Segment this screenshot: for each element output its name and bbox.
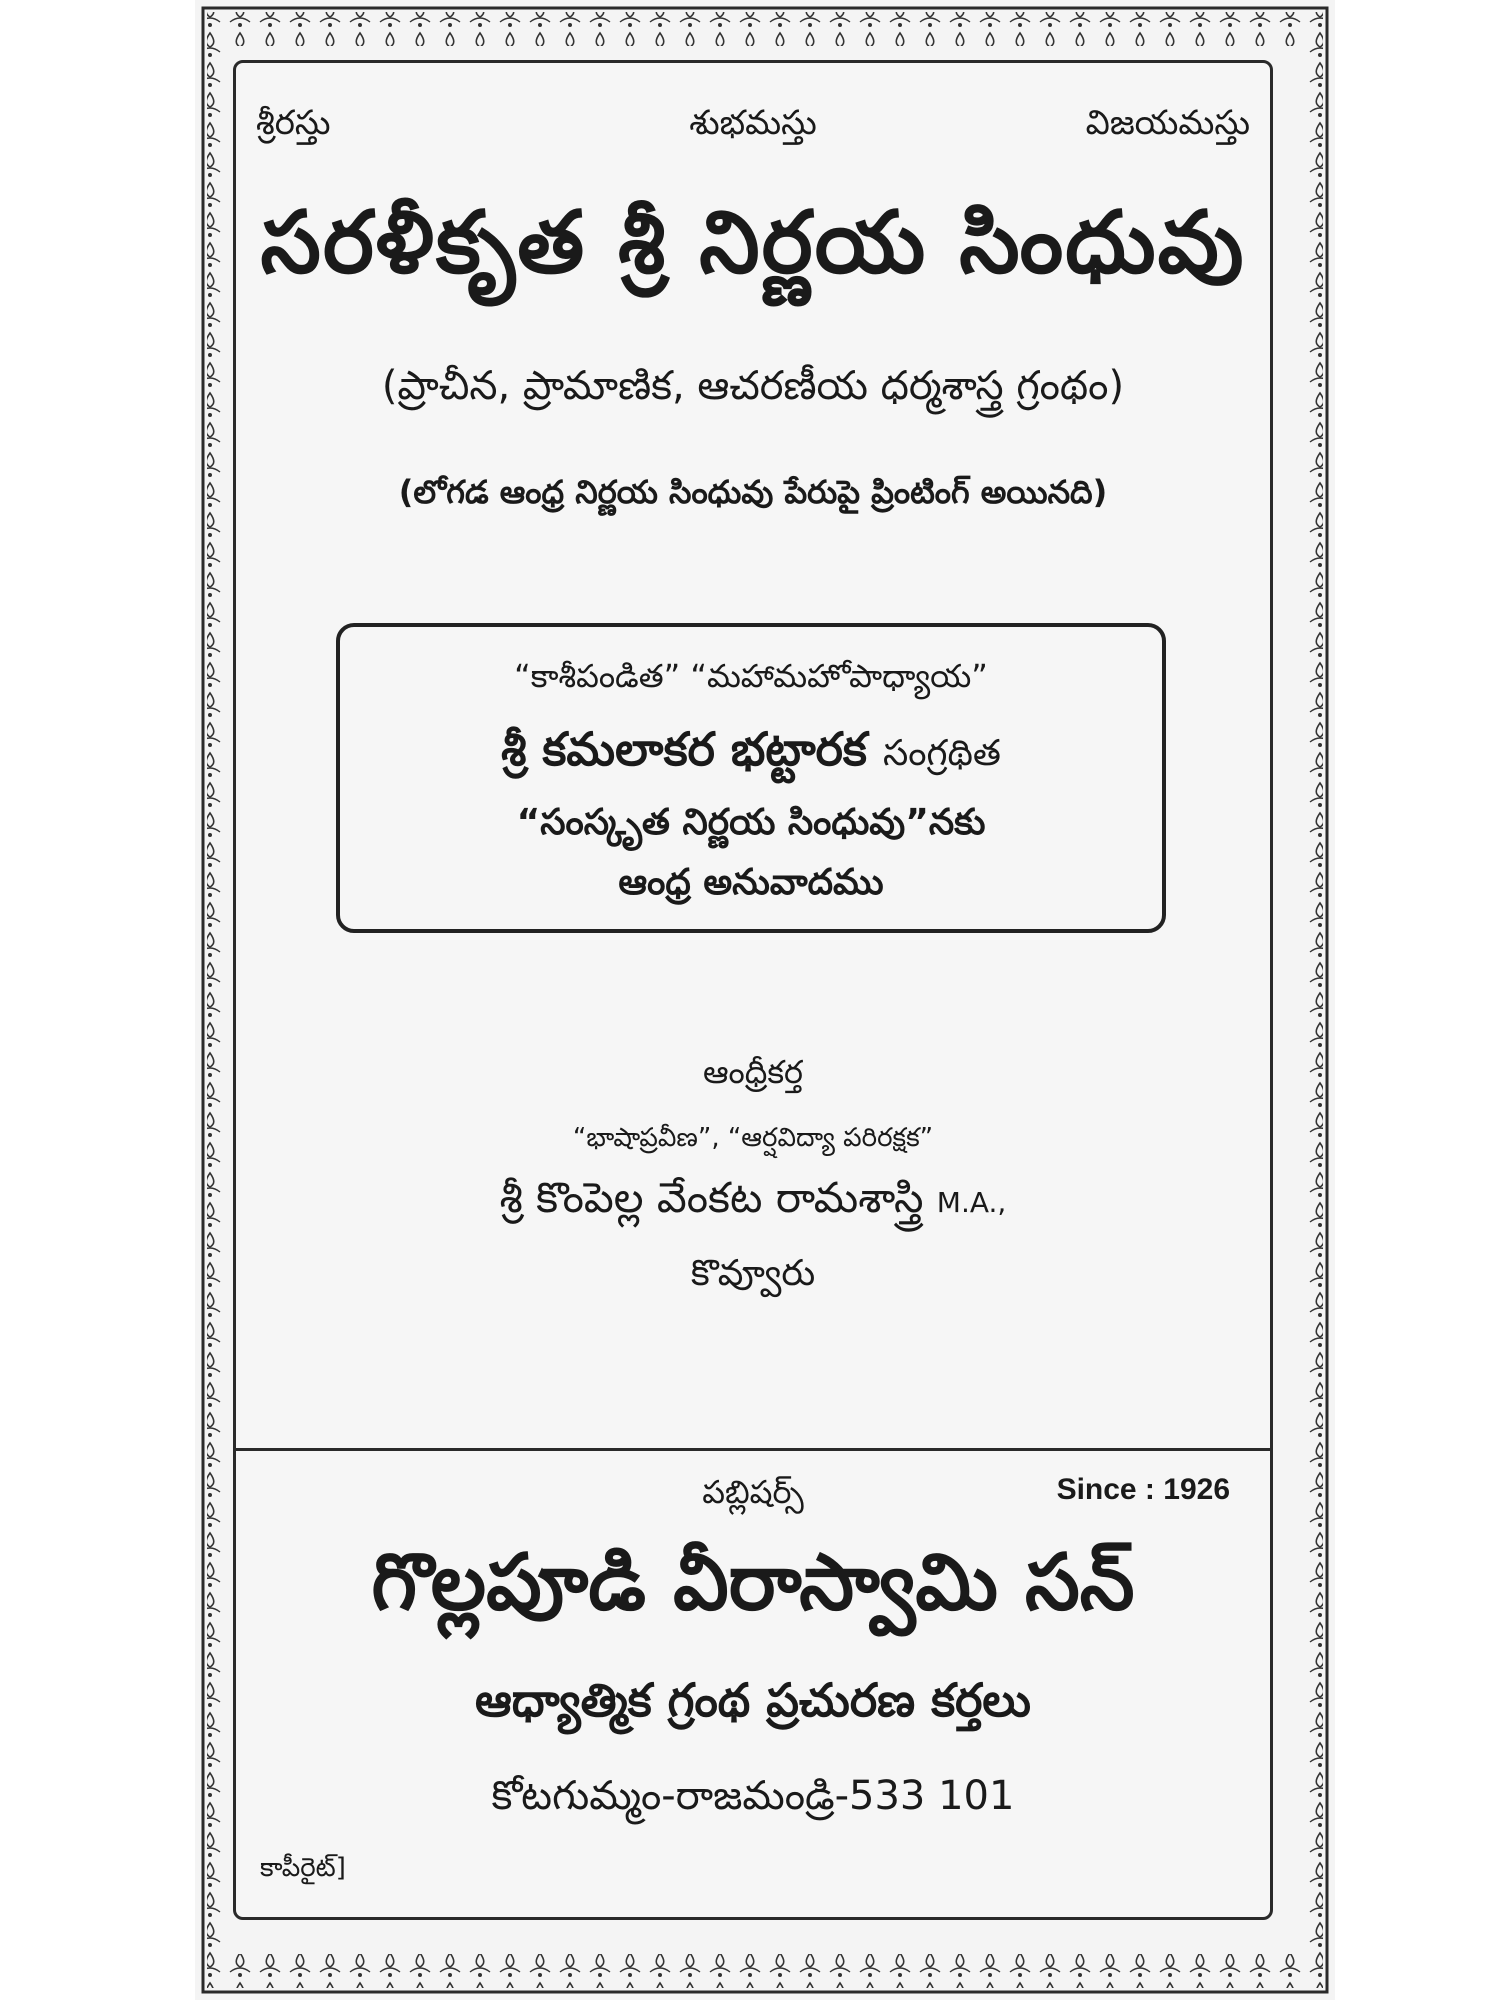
author-box: [336, 623, 1166, 933]
translator-titles: “భాషాప్రవీణ”, “ఆర్షవిద్యా పరిరక్షక”: [572, 1123, 934, 1153]
translator-line: [236, 1173, 1270, 1233]
translator-name: శ్రీ కొంపెల్ల వేంకట రామశాస్త్రి: [499, 1173, 924, 1222]
inner-frame: [233, 60, 1273, 1920]
blessing-right: విజయమస్తు: [1085, 103, 1250, 143]
copyright-note: కాపీరైట్]: [260, 1853, 346, 1883]
blessing-left: శ్రీరస్తు: [256, 103, 331, 143]
author-suffix: సంగ్రథిత: [882, 733, 1001, 774]
blessing-center: శుభమస్తు: [689, 103, 817, 143]
since-year: Since : 1926: [1056, 1473, 1230, 1506]
author-line: [340, 722, 1162, 788]
title-page: [195, 0, 1335, 2000]
translator-place: కొవ్వూరు: [690, 1253, 816, 1294]
section-divider: [236, 1448, 1270, 1451]
original-work: “సంస్కృత నిర్ణయ సింధువు”నకు: [516, 802, 986, 843]
publisher-label: పబ్లిషర్స్: [702, 1473, 804, 1511]
publisher-address: కోటగుమ్మం-రాజమండ్రి-533 101: [491, 1773, 1015, 1819]
author-honorifics: “కాశీపండిత” “మహామహోపాధ్యాయ”: [514, 657, 988, 695]
printing-note: (లోగడ ఆంధ్ర నిర్ణయ సింధువు పేరుపై ప్రింటింగ్ అయినది): [398, 473, 1108, 511]
translator-degree: M.A.,: [936, 1186, 1007, 1219]
book-title: సరళీకృత శ్రీ నిర్ణయ సింధువు: [260, 193, 1246, 293]
publisher-description: ఆధ్యాత్మిక గ్రంథ ప్రచురణ కర్తలు: [475, 1673, 1031, 1727]
author-name: శ్రీ కమలాకర భట్టారక: [501, 722, 867, 776]
book-subtitle: (ప్రాచీన, ప్రామాణిక, ఆచరణీయ ధర్మశాస్త్ర గ్రంథం): [381, 363, 1125, 409]
translation-label: ఆంధ్ర అనువాదము: [618, 862, 884, 903]
publisher-name: గొల్లపూడి వీరాస్వామి సన్: [371, 1538, 1135, 1628]
translator-label: ఆంధ్రీకర్త: [702, 1053, 804, 1091]
